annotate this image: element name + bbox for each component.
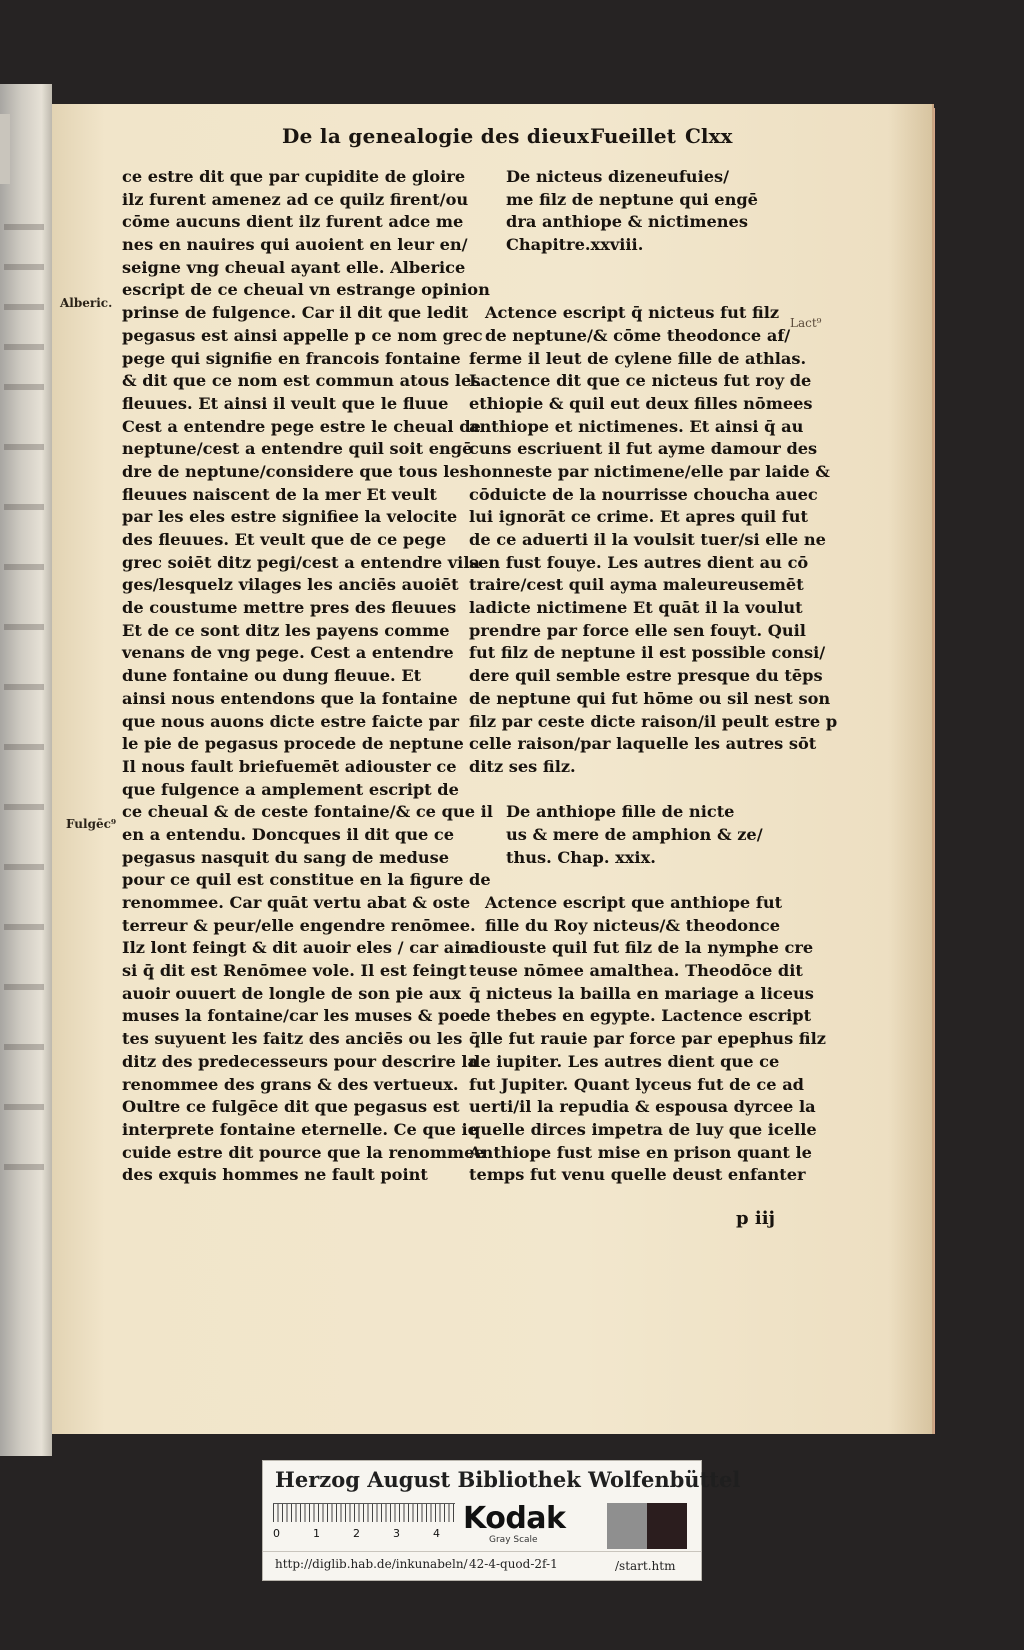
- text-line: tes suyuent les faitz des anciēs ou les: [122, 1029, 463, 1049]
- text-line: fleuues naiscent de la mer Et veult: [122, 484, 437, 504]
- text-line: quelle dirces impetra de luy que icelle: [469, 1119, 817, 1139]
- dark-swatch: [647, 1503, 687, 1549]
- text-line: sen fust fouye. Les autres dient au cō: [469, 552, 809, 572]
- text-line: Actence escript que anthiope fut: [485, 893, 783, 912]
- text-line: Chapitre.xxviii.: [506, 235, 644, 255]
- text-line: seigne vng cheual ayant elle. Alberice: [122, 257, 466, 277]
- text-line: cōme aucuns dient ilz furent adce me: [122, 212, 464, 232]
- text-line: us & mere de amphion & ze/: [506, 824, 763, 844]
- text-line: interprete fontaine eternelle. Ce que ie: [122, 1119, 478, 1139]
- facing-page-text: [4, 744, 44, 750]
- gray-swatch: [607, 1503, 647, 1549]
- text-line: celle raison/par laquelle les autres sōt: [469, 734, 817, 754]
- text-line: dune fontaine ou dung fleuue. Et: [122, 666, 422, 686]
- card-start-link: /start.htm: [615, 1559, 676, 1573]
- text-line: temps fut venu quelle deust enfanter: [469, 1165, 806, 1185]
- margin-note-alberic: Alberic.: [60, 296, 113, 310]
- chapter-heading-29: [469, 801, 794, 869]
- facing-page-text: [4, 924, 44, 930]
- text-line: ferme il leut de cylene fille de athlas.: [469, 348, 807, 368]
- text-line: teuse nōmee amalthea. Theodōce dit: [469, 961, 803, 981]
- text-line: uerti/il la repudia & espousa dyrcee la: [469, 1097, 816, 1117]
- facing-page-text: [4, 1044, 44, 1050]
- card-url: http://diglib.hab.de/inkunabeln/: [275, 1557, 468, 1571]
- text-line: que nous auons dicte estre faicte par: [122, 711, 459, 731]
- facing-page-text: [4, 264, 44, 270]
- text-line: ce estre dit que par cupidite de gloire: [122, 167, 466, 186]
- library-color-card: [262, 1460, 741, 1581]
- text-line: ges/lesquelz vilages les anciēs auoiēt: [122, 575, 459, 595]
- text-line: de iupiter. Les autres dient que ce: [469, 1051, 780, 1071]
- folio-label: Fueillet: [590, 124, 676, 148]
- text-line: ilz furent amenez ad ce quilz firent/ou: [122, 189, 469, 209]
- text-line: venans de vng pege. Cest a entendre: [122, 643, 454, 663]
- text-line: neptune/cest a entendre quil soit engē: [122, 439, 473, 459]
- text-line: dre de neptune/considere que tous les: [122, 461, 469, 481]
- margin-note-fulgence: Fulgēc⁹: [66, 817, 117, 831]
- facing-page-edge: [0, 84, 52, 1456]
- text-line: traire/cest quil ayma maleureusemēt: [469, 575, 804, 595]
- facing-page-text: [4, 224, 44, 230]
- text-line: honneste par nictimene/elle par laide &: [469, 461, 830, 481]
- text-line: fut Jupiter. Quant lyceus fut de ce ad: [469, 1074, 804, 1094]
- library-name: Herzog August Bibliothek Wolfenbüttel: [275, 1467, 741, 1492]
- text-line: q̄ nicteus la bailla en mariage a liceus: [469, 983, 814, 1003]
- text-line: renommee. Car quāt vertu abat & oste: [122, 893, 471, 912]
- text-line: ainsi nous entendons que la fontaine: [122, 688, 458, 708]
- text-line: De nicteus dizeneufuies/: [506, 167, 730, 186]
- text-line: cuide estre dit pource que la renommee: [122, 1142, 485, 1162]
- ruler-number: 2: [353, 1527, 360, 1540]
- folio-number: Clxx: [685, 124, 733, 148]
- ruler-scale: [273, 1503, 455, 1522]
- ruler-number: 1: [313, 1527, 320, 1540]
- text-line: ditz des predecesseurs pour descrire la: [122, 1051, 479, 1071]
- text-line: & dit que ce nom est commun atous les: [122, 371, 481, 391]
- facing-page-text: [4, 984, 44, 990]
- text-line: anthiope et nictimenes. Et ainsi q̄ au: [469, 416, 804, 436]
- text-line: filz par ceste dicte raison/il peult estre p: [469, 711, 838, 731]
- text-line: pegasus nasquit du sang de meduse: [122, 847, 450, 867]
- facing-page-text: [4, 304, 44, 310]
- text-line: que fulgence a amplement escript de: [122, 779, 459, 799]
- text-line: fut filz de neptune il est possible consi/: [469, 643, 826, 663]
- facing-page-text: [4, 384, 44, 390]
- text-line: prinse de fulgence. Car il dit que ledit: [122, 303, 469, 323]
- text-line: ditz ses filz.: [469, 756, 576, 776]
- text-line: grec soiēt ditz pegi/cest a entendre vila: [122, 552, 480, 572]
- text-line: cuns escriuent il fut ayme damour des: [469, 439, 818, 459]
- gray-scale-label: Gray Scale: [489, 1535, 538, 1545]
- ruler-number: 4: [433, 1527, 440, 1540]
- text-line: de ce aduerti il la voulsit tuer/si elle ne: [469, 530, 826, 549]
- card-shelfmark: 42-4-quod-2f-1: [469, 1557, 558, 1571]
- text-line: pege qui signifie en francois fontaine: [122, 348, 461, 368]
- left-text-column: [122, 166, 493, 1187]
- signature-mark: p iij: [736, 1208, 776, 1229]
- text-line: Actence escript q̄ nicteus fut filz: [485, 303, 780, 323]
- facing-page-text: [4, 1164, 44, 1170]
- text-line: des fleuues. Et veult que de ce pege: [122, 530, 447, 549]
- text-line: dere quil semble estre presque du tēps: [469, 666, 823, 686]
- ruler-number: 0: [273, 1527, 280, 1540]
- text-line: thus. Chap. xxix.: [506, 847, 656, 867]
- text-line: de thebes en egypte. Lactence escript: [469, 1006, 812, 1026]
- text-line: par les eles estre signifiee la velocite: [122, 507, 458, 527]
- text-line: De anthiope fille de nicte: [506, 802, 735, 822]
- text-line: Cest a entendre pege estre le cheual de: [122, 416, 481, 436]
- kodak-logo: Kodak: [463, 1501, 566, 1536]
- facing-page-text: [4, 1104, 44, 1110]
- facing-page-text: [4, 444, 44, 450]
- running-title: De la genealogie des dieux: [282, 124, 590, 148]
- facing-page-text: [4, 864, 44, 870]
- ruler-number: 3: [393, 1527, 400, 1540]
- paragraph-anthiope: [469, 892, 826, 1187]
- text-line: fleuues. Et ainsi il veult que le fluue: [122, 393, 449, 413]
- text-line: pour ce quil est constitue en la figure de: [122, 870, 491, 890]
- text-line: renommee des grans & des vertueux.: [122, 1074, 459, 1094]
- text-line: fille du Roy nicteus/& theodonce: [485, 915, 780, 935]
- text-line: en a entendu. Doncques il dit que ce: [122, 824, 455, 844]
- text-line: Lactence dit que ce nicteus fut roy de: [469, 371, 812, 391]
- text-line: me filz de neptune qui engē: [506, 189, 758, 209]
- text-line: de neptune/& cōme theodonce af/: [485, 325, 791, 345]
- margin-note-lactence: Lact⁹: [790, 316, 822, 330]
- text-line: de coustume mettre pres des fleuues: [122, 598, 457, 618]
- text-line: Ilz lont feingt & dit auoir eles / car ain: [122, 938, 473, 958]
- text-line: ce cheual & de ceste fontaine/& ce que il: [122, 802, 493, 822]
- facing-page-strip: [0, 114, 10, 184]
- card-divider: [263, 1551, 701, 1552]
- text-line: des exquis hommes ne fault point: [122, 1165, 428, 1185]
- text-line: pegasus est ainsi appelle p ce nom grec: [122, 325, 483, 345]
- facing-page-text: [4, 564, 44, 570]
- text-line: prendre par force elle sen fouyt. Quil: [469, 620, 806, 640]
- facing-page-text: [4, 504, 44, 510]
- text-line: le pie de pegasus procede de neptune: [122, 734, 464, 754]
- text-line: si q̄ dit est Renōmee vole. Il est feingt: [122, 961, 467, 981]
- text-line: auoir ouuert de longle de son pie aux: [122, 983, 461, 1003]
- text-line: Anthiope fust mise en prison quant le: [469, 1142, 812, 1162]
- text-line: q̄lle fut rauie par force par epephus filz: [469, 1029, 826, 1049]
- facing-page-text: [4, 684, 44, 690]
- facing-page-text: [4, 804, 44, 810]
- text-line: cōduicte de la nourrisse choucha auec: [469, 484, 818, 504]
- text-line: de neptune qui fut hōme ou sil nest son: [469, 688, 831, 708]
- chapter-heading-28: [469, 166, 794, 257]
- text-line: terreur & peur/elle engendre renōmee.: [122, 915, 476, 935]
- facing-page-text: [4, 624, 44, 630]
- text-line: escript de ce cheual vn estrange opinion: [122, 280, 490, 300]
- text-line: Oultre ce fulgēce dit que pegasus est: [122, 1097, 460, 1117]
- text-line: ethiopie & quil eut deux filles nōmees: [469, 393, 813, 413]
- text-line: Il nous fault briefuemēt adiouster ce: [122, 756, 457, 776]
- text-line: adiouste quil fut filz de la nymphe cre: [469, 938, 814, 958]
- text-line: lui ignorāt ce crime. Et apres quil fut: [469, 507, 808, 527]
- text-line: Et de ce sont ditz les payens comme: [122, 620, 450, 640]
- text-line: dra anthiope & nictimenes: [506, 212, 748, 232]
- text-line: ladicte nictimene Et quāt il la voulut: [469, 598, 803, 618]
- facing-page-text: [4, 344, 44, 350]
- text-line: nes en nauires qui auoient en leur en/: [122, 235, 468, 255]
- text-line: muses la fontaine/car les muses & poe: [122, 1006, 471, 1026]
